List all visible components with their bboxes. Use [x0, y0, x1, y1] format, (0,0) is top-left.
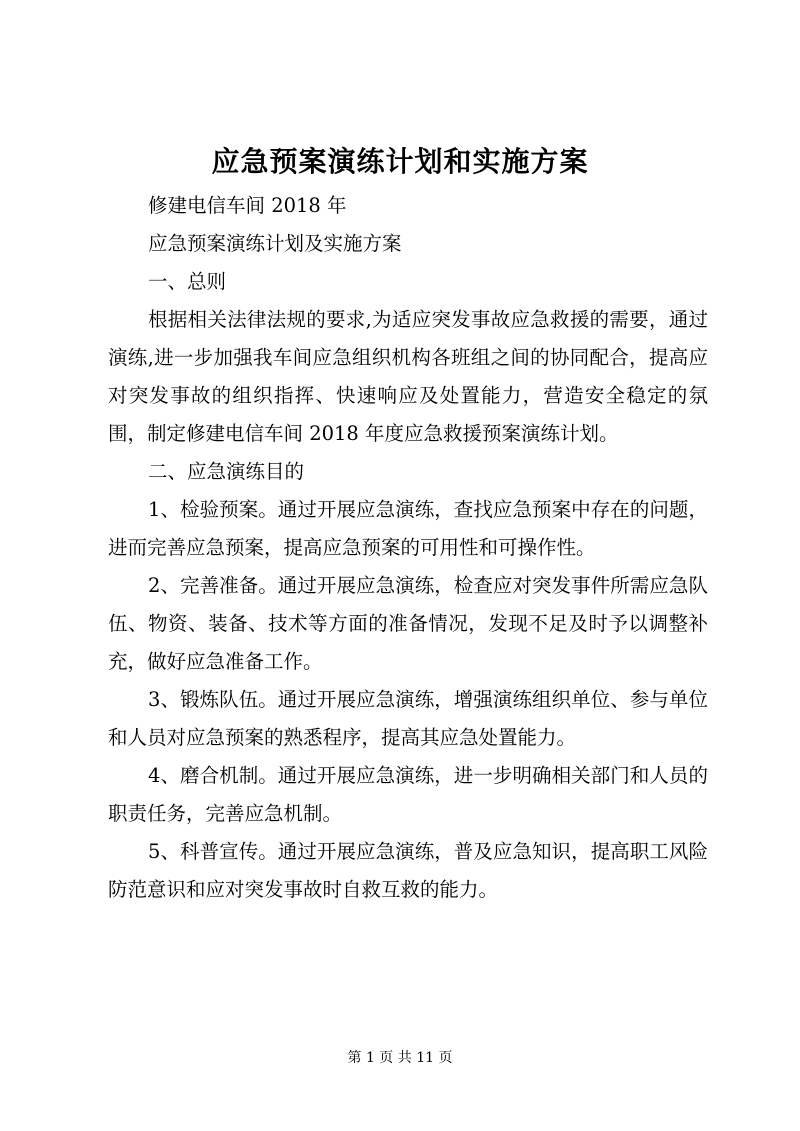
page-number-footer: 第 1 页 共 11 页: [347, 1050, 453, 1066]
section-heading-purpose: 二、应急演练目的: [148, 460, 305, 483]
paragraph-purpose-3: 3、锻炼队伍。通过开展应急演练，增强演练组织单位、参与单位和人员对应急预案的熟悉程序，提高其应急处置能力。: [108, 688, 708, 749]
paragraph-purpose-5: 5、科普宣传。通过开展应急演练，普及应急知识，提高职工风险防范意识和应对突发事故时自救互救的能力。: [108, 840, 708, 901]
paragraph-workshop-year: 修建电信车间 2018 年: [148, 194, 347, 217]
paragraph-general-text: 根据相关法律法规的要求,为适应突发事故应急救援的需要，通过演练,进一步加强我车间应急组织机构各班组之间的协同配合，提高应对突发事故的组织指挥、快速响应及处置能力，营造安全稳定的氛围，制定修建电信车间 2018 年度应急救援预案演练计划。: [108, 308, 708, 445]
section-heading-general: 一、总则: [148, 270, 227, 293]
document-title: 应急预案演练计划和实施方案: [211, 145, 589, 178]
paragraph-purpose-4: 4、磨合机制。通过开展应急演练，进一步明确相关部门和人员的职责任务，完善应急机制。: [108, 764, 708, 825]
paragraph-plan-subtitle: 应急预案演练计划及实施方案: [148, 232, 402, 255]
document-body: [108, 187, 708, 909]
paragraph-purpose-1: 1、检验预案。通过开展应急演练，查找应急预案中存在的问题，进而完善应急预案，提高应急预案的可用性和可操作性。: [108, 498, 708, 559]
paragraph-purpose-2: 2、完善准备。通过开展应急演练，检查应对突发事件所需应急队伍、物资、装备、技术等方面的准备情况，发现不足及时予以调整补充，做好应急准备工作。: [108, 574, 708, 673]
